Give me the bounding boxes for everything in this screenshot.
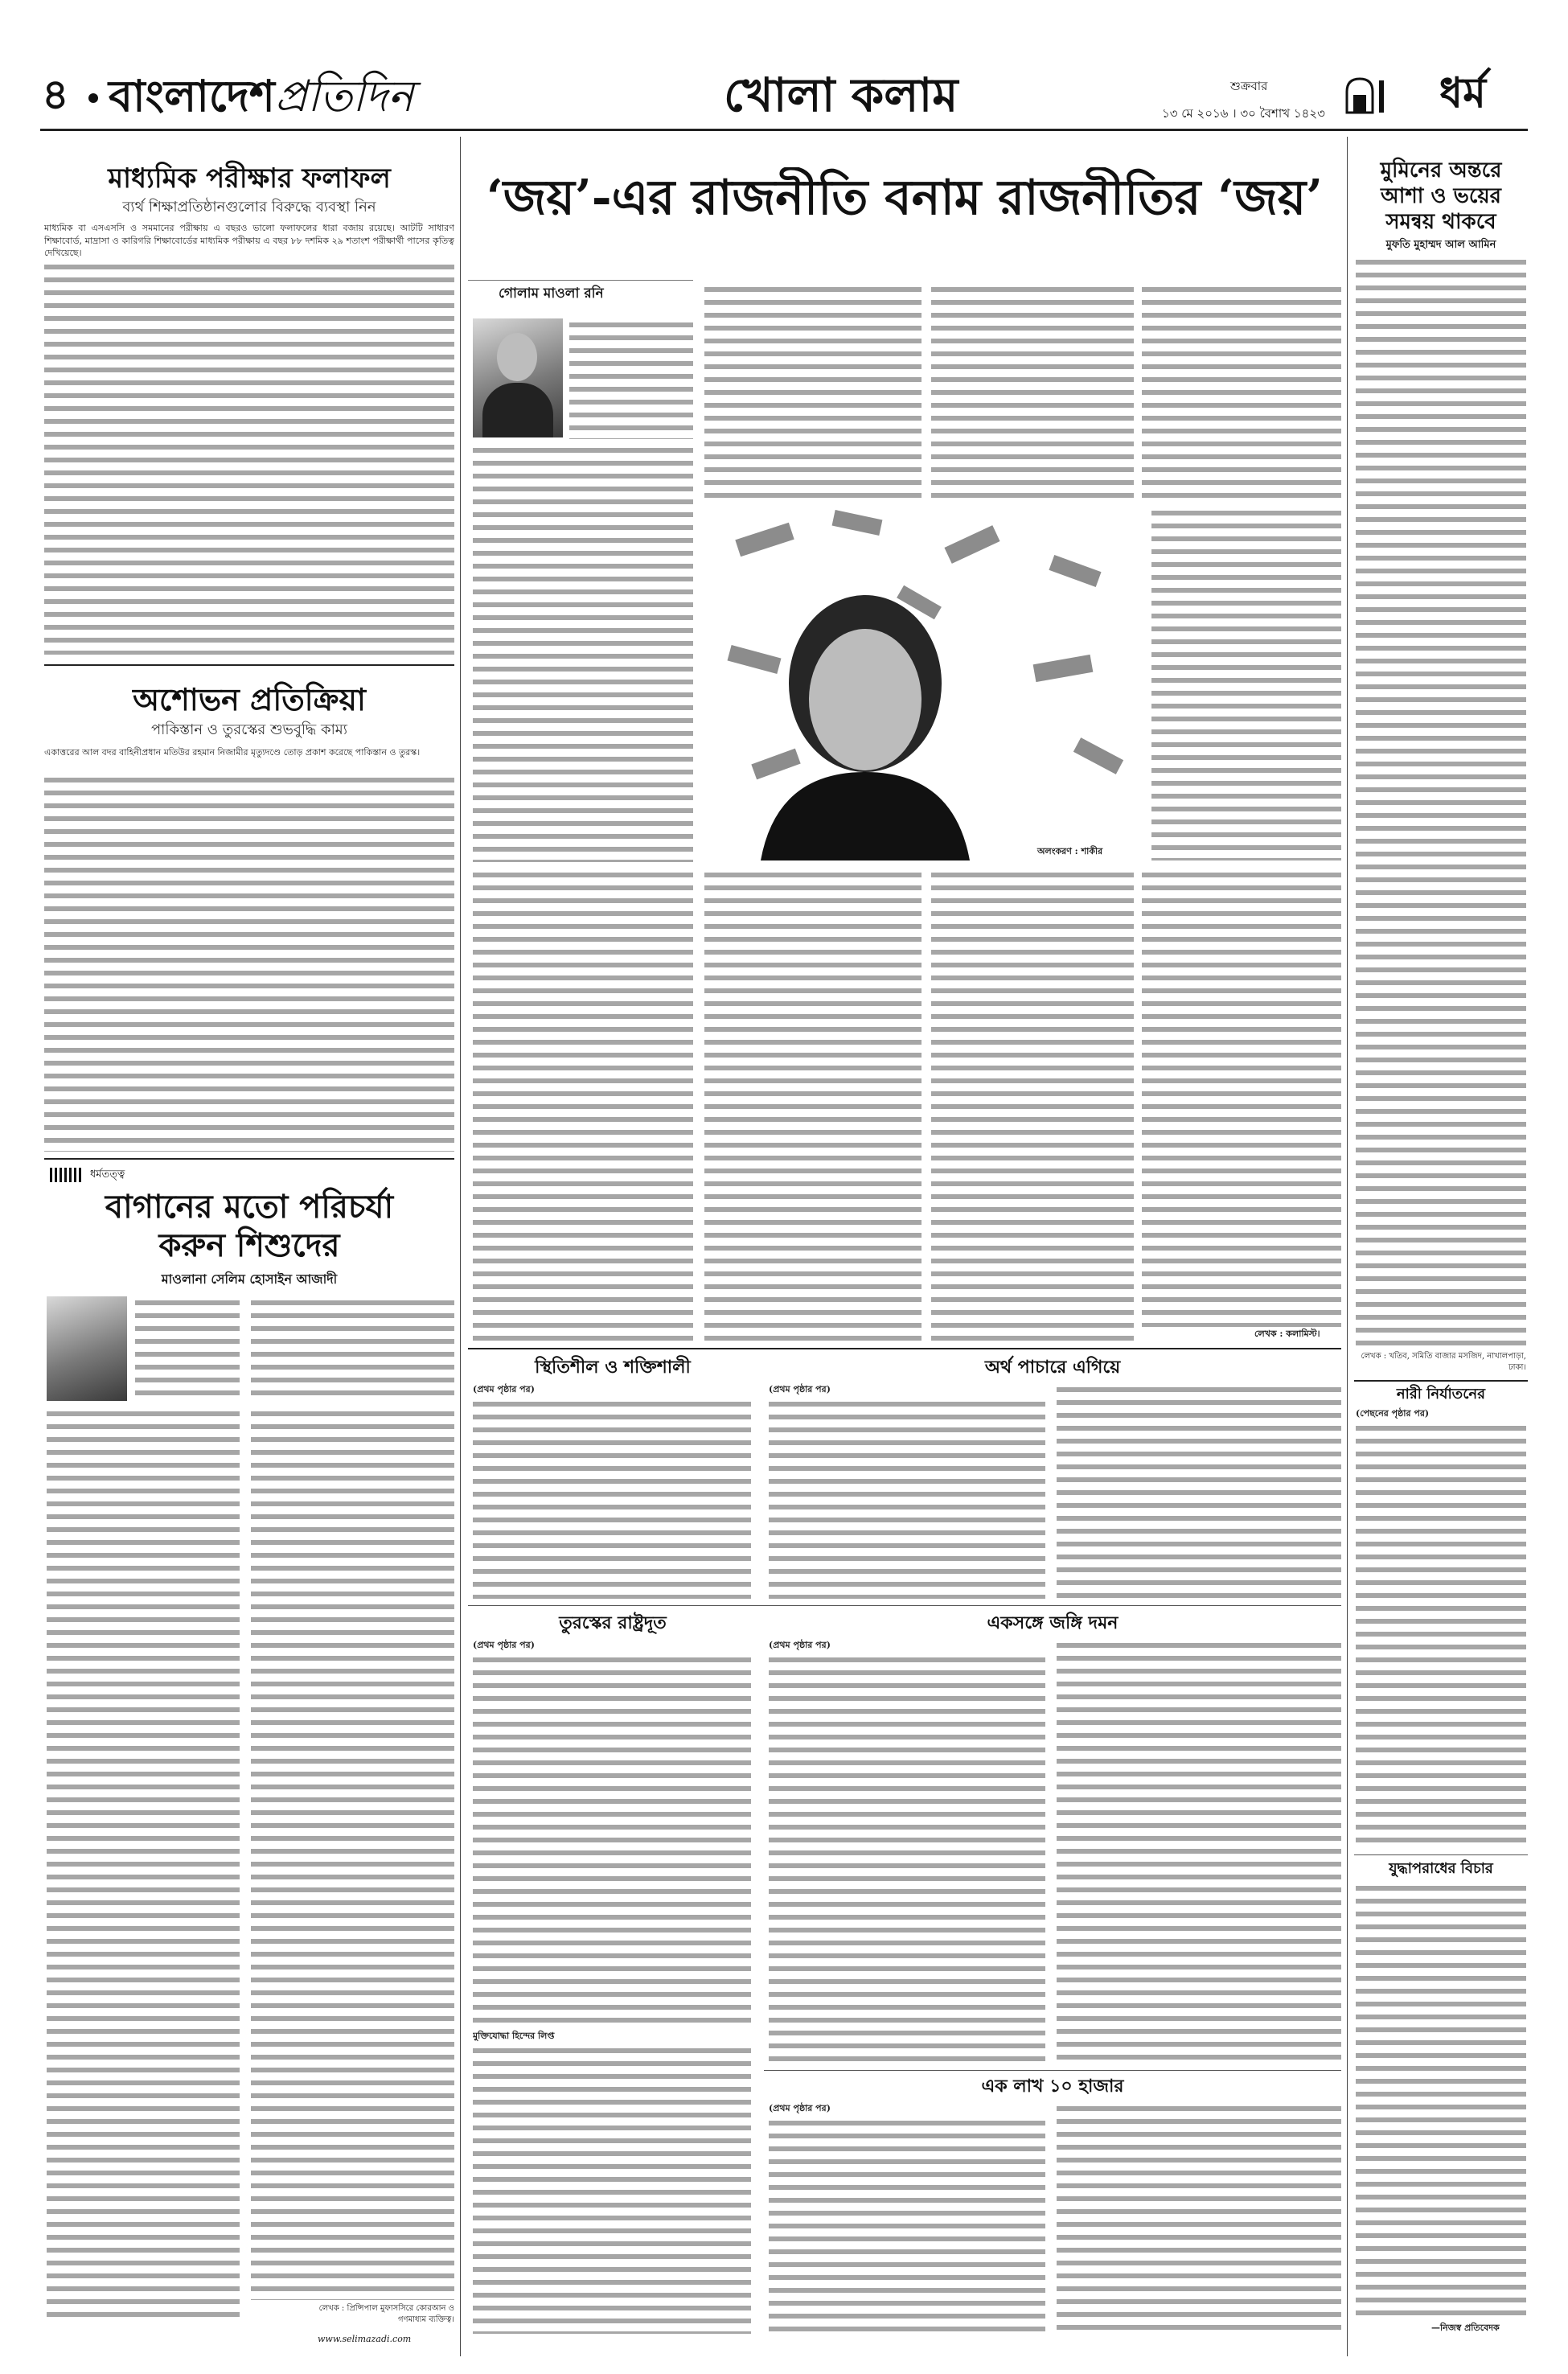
main-body-col4-bottom bbox=[1142, 869, 1341, 1327]
jump4-body-col2 bbox=[1057, 1639, 1341, 2064]
jump4-title: একসঙ্গে জঙ্গি দমন bbox=[987, 1612, 1119, 1633]
jump5-body-col2 bbox=[1057, 2102, 1341, 2334]
article1-body bbox=[44, 261, 454, 655]
right-rule-1 bbox=[1354, 1380, 1528, 1382]
right-article1-title-line2: আশা ও ভয়ের bbox=[1381, 184, 1501, 208]
article3-body-col2-top bbox=[251, 1296, 454, 1401]
paper-name bbox=[109, 71, 413, 121]
jump1-body bbox=[473, 1398, 751, 1599]
main-body-col1-lower bbox=[473, 869, 693, 1343]
article3-author: মাওলানা সেলিম হোসাইন আজাদী bbox=[161, 1271, 338, 1287]
article1-title: মাধ্যমিক পরীক্ষার ফলাফল bbox=[108, 162, 391, 195]
jump3-lead: (প্রথম পৃষ্ঠার পর) bbox=[473, 1640, 535, 1650]
article3-title-line1: বাগানের মতো পরিচর্যা bbox=[105, 1188, 394, 1226]
right-article1-footer: লেখক : খতিব, সমিতি বাজার মসজিদ, নাখালপাড়া, ঢাকা। bbox=[1361, 1352, 1526, 1372]
article3-body-col2 bbox=[251, 1407, 454, 2300]
jump5-lead: (প্রথম পৃষ্ঠার পর) bbox=[769, 2103, 831, 2113]
jump2-body-col1 bbox=[769, 1398, 1045, 1599]
jump2-body-col2 bbox=[1057, 1383, 1341, 1599]
article1-lead: মাধ্যমিক বা এসএসসি ও সমমানের পরীক্ষায় এ বছরও ভালো ফলাফলের ধারা বজায় রয়েছে। আটটি সাধারণ শিক্ষাবোর্ড, মাদ্রাসা ও কারিগরি শিক্ষাবোর্ডের মাধ্যমিক পরীক্ষায় এ বছর ৮৮ দশমিক ২৯ শতাংশ পরীক্ষার্থী পাসের কৃতিত্ব দেখিয়েছে। bbox=[44, 223, 454, 258]
main-byline: গোলাম মাওলা রনি bbox=[499, 285, 604, 302]
jump2-lead: (প্রথম পৃষ্ঠার পর) bbox=[769, 1384, 831, 1394]
column-divider-right bbox=[1347, 137, 1348, 2356]
article1-subtitle: ব্যর্থ শিক্ষাপ্রতিষ্ঠানগুলোর বিরুদ্ধে ব্যবস্থা নিন bbox=[122, 199, 376, 216]
right-article2-lead: (পেছনের পৃষ্ঠার পর) bbox=[1356, 1408, 1430, 1419]
column-divider-left bbox=[460, 137, 461, 2356]
right-article1-author: মুফতি মুহাম্মদ আল আমিন bbox=[1385, 239, 1496, 251]
jump3-body bbox=[473, 1653, 751, 2023]
jump1-lead: (প্রথম পৃষ্ঠার পর) bbox=[473, 1384, 535, 1394]
paper-name-part-b: প্রতিদিন bbox=[274, 71, 414, 121]
main-body-col3-lower bbox=[931, 869, 1134, 1343]
jump5-title: এক লাখ ১০ হাজার bbox=[981, 2076, 1124, 2097]
jump-rule-1 bbox=[468, 1605, 1341, 1606]
main-body-col2 bbox=[704, 283, 922, 500]
byline-rule bbox=[468, 280, 693, 281]
bullet-dot bbox=[88, 93, 98, 103]
right-rule-2 bbox=[1354, 1854, 1528, 1855]
article3-website: www.selimazadi.com bbox=[318, 2334, 412, 2344]
article3-tag: ধর্মতত্ত্ব bbox=[90, 1169, 125, 1181]
main-body-col1 bbox=[473, 444, 693, 862]
section-title: খোলা কলাম bbox=[724, 68, 958, 122]
main-body-col4 bbox=[1142, 283, 1341, 500]
jump2-title: অর্থ পাচারে এগিয়ে bbox=[984, 1357, 1121, 1378]
main-bottom-rule bbox=[468, 1348, 1341, 1349]
jump3-title: তুরস্কের রাষ্ট্রদূত bbox=[559, 1612, 667, 1633]
right-article1-title-line3: সমন্বয় থাকবে bbox=[1385, 210, 1496, 234]
right-article1-title-line1: মুমিনের অন্তরে bbox=[1380, 158, 1502, 183]
main-body-col4-lower bbox=[1151, 507, 1341, 860]
jump6-body bbox=[473, 2044, 751, 2334]
illustration-credit: অলংকরণ : শাকীর bbox=[1037, 846, 1103, 856]
jump-rule-2 bbox=[764, 2070, 1341, 2071]
jump5-body-col1 bbox=[769, 2117, 1045, 2334]
article3-title-line2: করুন শিশুদের bbox=[158, 1226, 340, 1264]
main-author-note: লেখক : কলামিস্ট। bbox=[1254, 1329, 1320, 1339]
main-body-col2-lower bbox=[704, 869, 922, 1343]
article2-body bbox=[44, 774, 454, 1152]
article2-subtitle: পাকিস্তান ও তুরস্কের শুভবুদ্ধি কাম্য bbox=[150, 721, 348, 738]
jump1-title: স্থিতিশীল ও শক্তিশালী bbox=[535, 1357, 691, 1378]
jump6-title: মুক্তিযোদ্ধা হিন্দের লিপ্ত bbox=[473, 2031, 555, 2041]
jump4-body-col1 bbox=[769, 1653, 1045, 2064]
paper-name-part-a: বাংলাদেশ bbox=[109, 70, 275, 121]
article2-rule bbox=[44, 1158, 454, 1160]
main-body-col1-top bbox=[569, 318, 693, 439]
right-article3-footer: —নিজস্ব প্রতিবেদক bbox=[1431, 2323, 1500, 2333]
article3-footer-author: লেখক : প্রিন্সিপাল মুফাসসিরে কোরআন ও গণমাধ্যম ব্যক্তিত্ব। bbox=[318, 2304, 454, 2324]
columnist-photo bbox=[473, 318, 563, 437]
dharma-tag-icon bbox=[50, 1168, 82, 1182]
date: ১৩ মে ২০১৬ । ৩০ বৈশাখ ১৪২৩ bbox=[1162, 106, 1325, 121]
main-illustration bbox=[704, 507, 1145, 860]
jump4-lead: (প্রথম পৃষ্ঠার পর) bbox=[769, 1640, 831, 1650]
main-body-col3 bbox=[931, 283, 1134, 500]
article1-rule bbox=[44, 664, 454, 666]
main-headline: ‘জয়’-এর রাজনীতি বনাম রাজনীতির ‘জয়’ bbox=[486, 170, 1324, 226]
right-article1-body bbox=[1356, 256, 1526, 1349]
header-rule bbox=[40, 129, 1528, 131]
right-article3-body bbox=[1356, 1882, 1526, 2316]
right-section-title: ধর্ম bbox=[1439, 68, 1487, 117]
right-article3-title: যুদ্ধাপরাধের বিচার bbox=[1389, 1860, 1493, 1877]
right-article2-body bbox=[1356, 1422, 1526, 1848]
page-number: ৪ bbox=[42, 70, 69, 119]
mosque-icon bbox=[1339, 74, 1395, 114]
article3-author-photo bbox=[47, 1296, 127, 1401]
article3-body-top bbox=[135, 1296, 240, 1401]
article2-title: অশোভন প্রতিক্রিয়া bbox=[133, 681, 366, 717]
right-article2-title: নারী নির্যাতনের bbox=[1396, 1386, 1486, 1403]
article2-lead: একাত্তরের আল বদর বাহিনীপ্রধান মতিউর রহমান নিজামীর মৃত্যুদণ্ডে তোড় প্রকাশ করেছে পাকিস্তান ও তুরস্ক। bbox=[44, 747, 421, 758]
article3-body-col1 bbox=[47, 1407, 240, 2324]
weekday: শুক্রবার bbox=[1230, 79, 1268, 93]
